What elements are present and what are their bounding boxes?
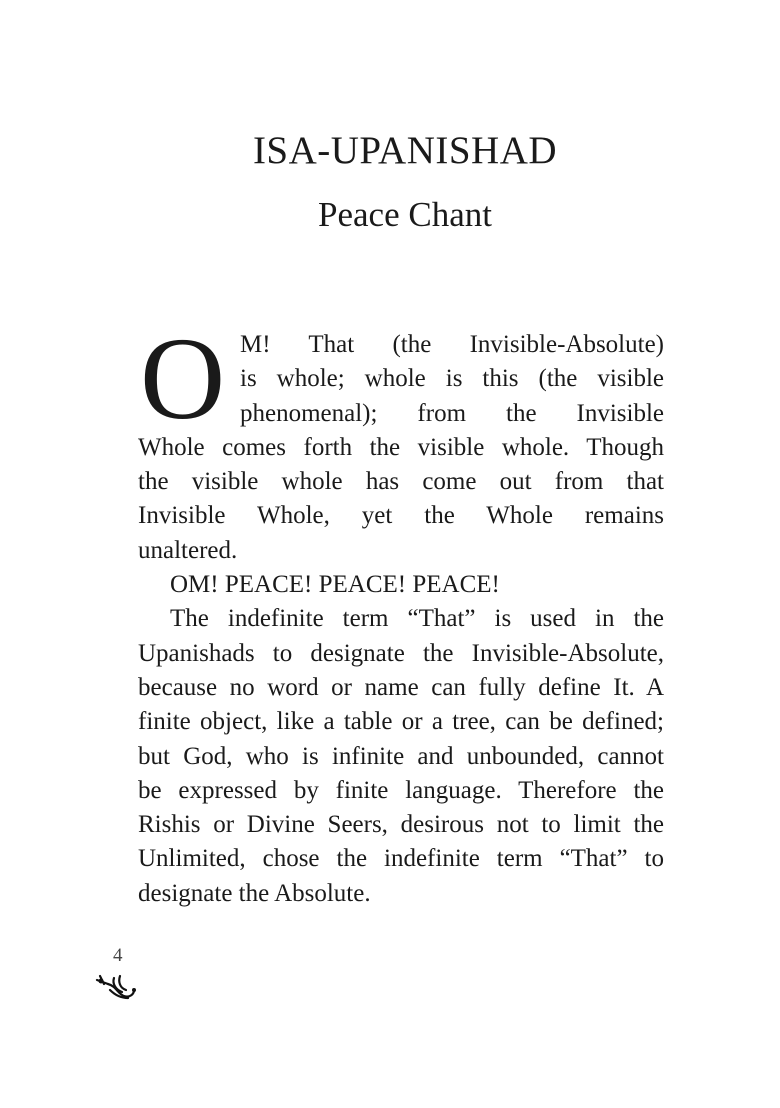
text-line: finite object, like a table or a tree, can be defined; <box>138 708 664 736</box>
peace-chant: OM! PEACE! PEACE! PEACE! <box>170 571 500 599</box>
text-line: but God, who is infinite and unbounded, cannot <box>138 742 664 770</box>
page-number: 4 <box>113 945 123 966</box>
text-line: the visible whole has come out from that <box>138 468 664 496</box>
text-line: be expressed by finite language. Therefore the <box>138 776 664 804</box>
text-line: designate the Absolute. <box>138 879 371 907</box>
chapter-title: ISA-UPANISHAD <box>252 129 558 172</box>
text-line: M! That (the Invisible-Absolute) <box>240 331 664 358</box>
text-line: The indefinite term “That” is used in the <box>170 605 664 633</box>
text-line: Upanishads to designate the Invisible-Absolute, <box>138 639 664 667</box>
text-line: Invisible Whole, yet the Whole remains <box>138 502 664 530</box>
text-line: unaltered. <box>138 536 238 564</box>
text-line: Rishis or Divine Seers, desirous not to limit the <box>138 811 664 839</box>
text-line: phenomenal); from the Invisible <box>240 399 664 427</box>
drop-cap: O <box>140 313 226 444</box>
text-line: because no word or name can fully define It. A <box>138 673 664 701</box>
text-line: is whole; whole is this (the visible <box>240 365 664 393</box>
body-text <box>138 313 664 911</box>
floral-flourish-icon <box>94 972 140 1007</box>
section-title: Peace Chant <box>318 195 492 234</box>
text-line: Unlimited, chose the indefinite term “That” to <box>138 845 664 873</box>
text-line: Whole comes forth the visible whole. Though <box>138 433 664 461</box>
